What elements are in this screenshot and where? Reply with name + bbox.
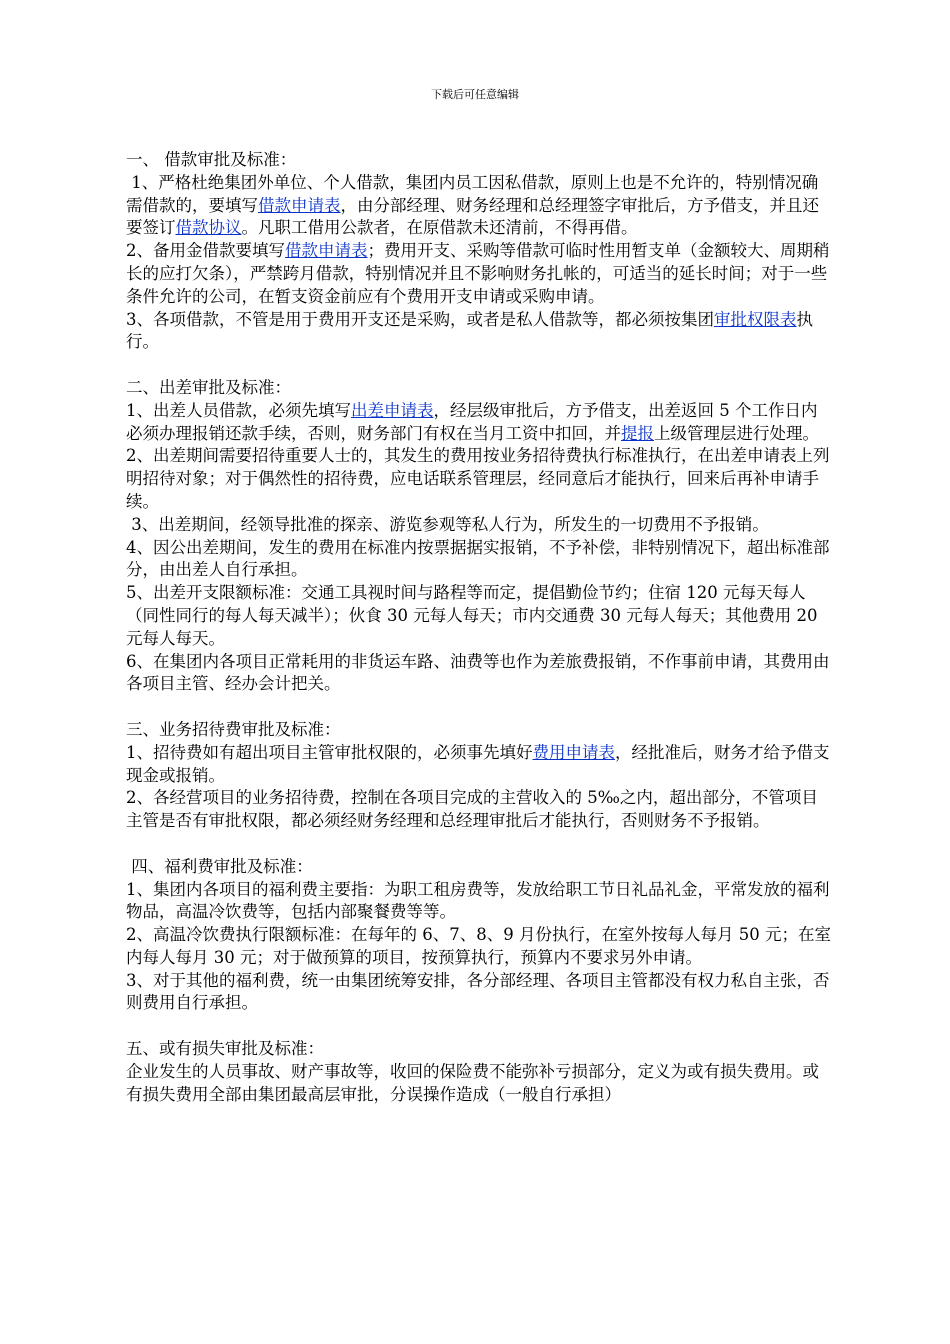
document-body (126, 149, 831, 1106)
paragraph: 3、各项借款，不管是用于费用开支还是采购，或者是私人借款等，都必须按集团审批权限表执行。 (126, 309, 813, 352)
paragraph: 1、招待费如有超出项目主管审批权限的，必须事先填好费用申请表，经批准后，财务才给予借支现金或报销。 (126, 742, 830, 785)
paragraph: 1、出差人员借款，必须先填写出差申请表，经层级审批后，方予借支，出差返回 5 个工作日内必须办理报销还款手续，否则，财务部门有权在当月工资中扣回，并提报上级管理层进行处理。 (126, 400, 819, 443)
paragraph: 3、对于其他的福利费，统一由集团统筹安排，各分部经理、各项目主管都没有权力私自主张，否则费用自行承担。 (126, 970, 830, 1013)
link-approval-authority-table[interactable]: 审批权限表 (714, 309, 797, 329)
link-report[interactable]: 提报 (621, 423, 654, 443)
paragraph: 企业发生的人员事故、财产事故等，收回的保险费不能弥补亏损部分，定义为或有损失费用。或有损失费用全部由集团最高层审批，分误操作造成（一般自行承担） (126, 1061, 819, 1104)
paragraph: 4、因公出差期间，发生的费用在标准内按票据据实报销，不予补偿，非特别情况下，超出标准部分，由出差人自行承担。 (126, 537, 830, 580)
section-title-entertainment: 三、业务招待费审批及标准： (126, 719, 341, 739)
link-loan-application-form[interactable]: 借款申请表 (258, 195, 341, 215)
section-title-business-trip: 二、出差审批及标准： (126, 377, 291, 397)
paragraph: 2、高温冷饮费执行限额标准：在每年的 6、7、8、9 月份执行，在室外按每人每月 50 元；在室内每人每月 30 元；对于做预算的项目，按预算执行，预算内不要求另外申请。 (126, 925, 831, 967)
paragraph: 3、出差期间，经领导批准的探亲、游览参观等私人行为，所发生的一切费用不予报销。 (126, 514, 769, 534)
spacer (126, 354, 831, 377)
paragraph: 1、集团内各项目的福利费主要指：为职工租房费等，发放给职工节日礼品礼金，平常发放的福利物品，高温冷饮费等，包括内部聚餐费等等。 (126, 879, 830, 922)
link-loan-application-form[interactable]: 借款申请表 (285, 241, 368, 261)
link-loan-agreement[interactable]: 借款协议 (175, 218, 242, 238)
paragraph: 5、出差开支限额标准：交通工具视时间与路程等而定，提倡勤俭节约；住宿 120 元每天每人（同性同行的每人每天减半）；伙食 30 元每人每天；市内交通费 30 元每人每天；其他费用 20 元每人每天。 (126, 583, 823, 648)
page-header: 下载后可任意编辑 (431, 88, 519, 101)
section-title-welfare: 四、福利费审批及标准： (126, 856, 313, 876)
paragraph: 2、出差期间需要招待重要人士的，其发生的费用按业务招待费执行标准执行，在出差申请表上列明招待对象；对于偶然性的招待费，应电话联系管理层，经同意后才能执行，回来后再补申请手续。 (126, 446, 830, 511)
section-title-loan: 一、 借款审批及标准： (126, 150, 297, 169)
paragraph: 2、各经营项目的业务招待费，控制在各项目完成的主营收入的 5‰之内，超出部分，不管项目主管是否有审批权限，都必须经财务经理和总经理审批后才能执行，否则财务不予报销。 (126, 788, 818, 831)
paragraph: 1、严格杜绝集团外单位、个人借款，集团内员工因私借款，原则上也是不允许的，特别情况确需借款的，要填写借款申请表，由分部经理、财务经理和总经理签字审批后，方予借支，并且还要签订借款协议。凡职工借用公款者，在原借款未还清前，不得再借。 (126, 172, 819, 238)
link-business-trip-application-form[interactable]: 出差申请表 (351, 400, 434, 420)
spacer (126, 1015, 831, 1038)
link-expense-application-form[interactable]: 费用申请表 (532, 742, 615, 762)
spacer (126, 833, 831, 856)
section-title-contingent-loss: 五、或有损失审批及标准： (126, 1039, 324, 1059)
paragraph: 2、备用金借款要填写借款申请表；费用开支、采购等借款可临时性用暂支单（金额较大、周期稍长的应打欠条），严禁跨月借款，特别情况并且不影响财务扎帐的，可适当的延长时间；对于一些条件允许的公司，在暂支资金前应有个费用开支申请或采购申请。 (126, 241, 830, 306)
spacer (126, 696, 831, 719)
paragraph: 6、在集团内各项目正常耗用的非货运车路、油费等也作为差旅费报销，不作事前申请，其费用由各项目主管、经办会计把关。 (126, 651, 830, 694)
